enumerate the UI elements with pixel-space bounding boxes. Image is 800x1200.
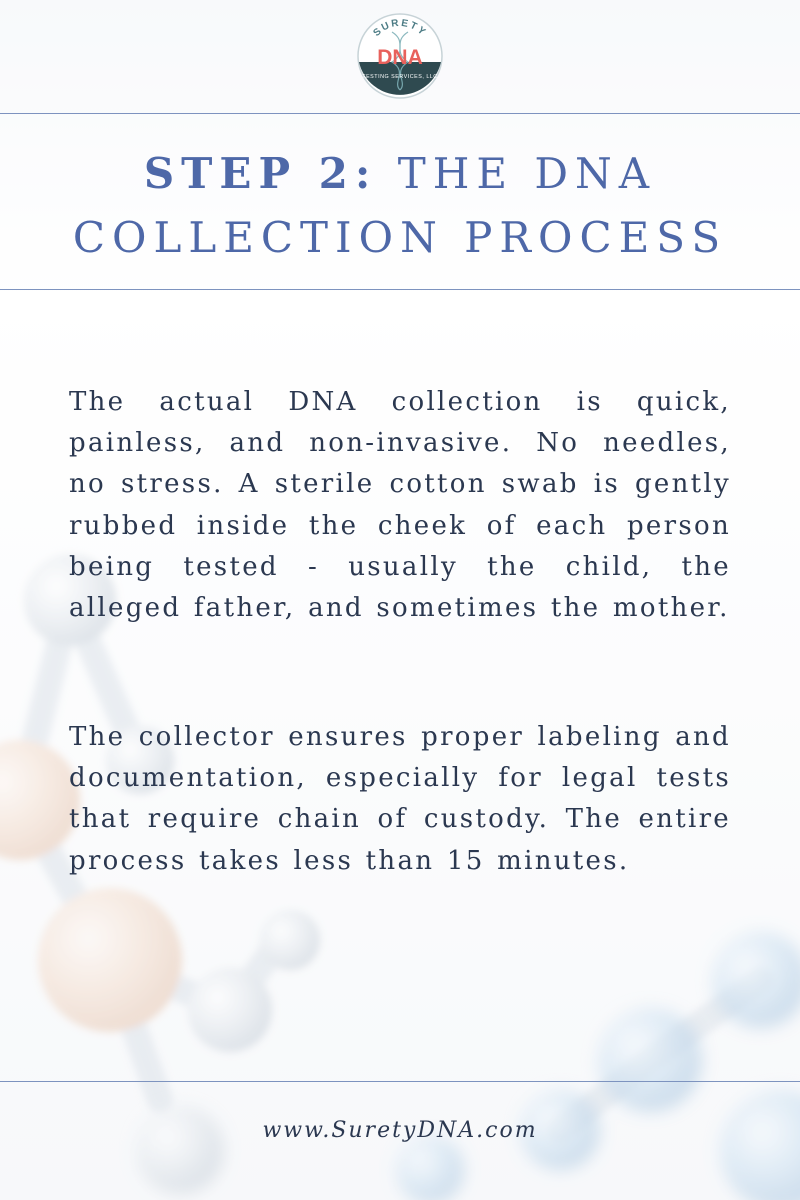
logo-dna-text: DNA xyxy=(377,46,423,69)
header-divider-top xyxy=(0,113,800,114)
header-divider-bottom xyxy=(0,289,800,290)
title-heading: THE DNA COLLECTION PROCESS xyxy=(72,149,728,262)
website-url: www.SuretyDNA.com xyxy=(262,1118,538,1143)
footer-divider xyxy=(0,1081,800,1082)
page-title xyxy=(40,142,760,270)
title-step-label: STEP 2: xyxy=(143,149,378,198)
body-paragraph-1: The actual DNA collection is quick, painless, and non-invasive. No needles, no stress. A sterile cotton swab is gently rubbed inside the cheek of each person being tested - usually the child, the alleged father, and sometimes the mother. xyxy=(69,387,731,624)
surety-dna-logo xyxy=(356,12,444,100)
body-paragraph-2: The collector ensures proper labeling and documentation, especially for legal tests that require chain of custody. The entire process takes less than 15 minutes. xyxy=(69,722,731,876)
svg-text:SURETY: SURETY xyxy=(371,17,429,39)
logo-subtitle: TESTING SERVICES, LLC xyxy=(362,74,438,80)
